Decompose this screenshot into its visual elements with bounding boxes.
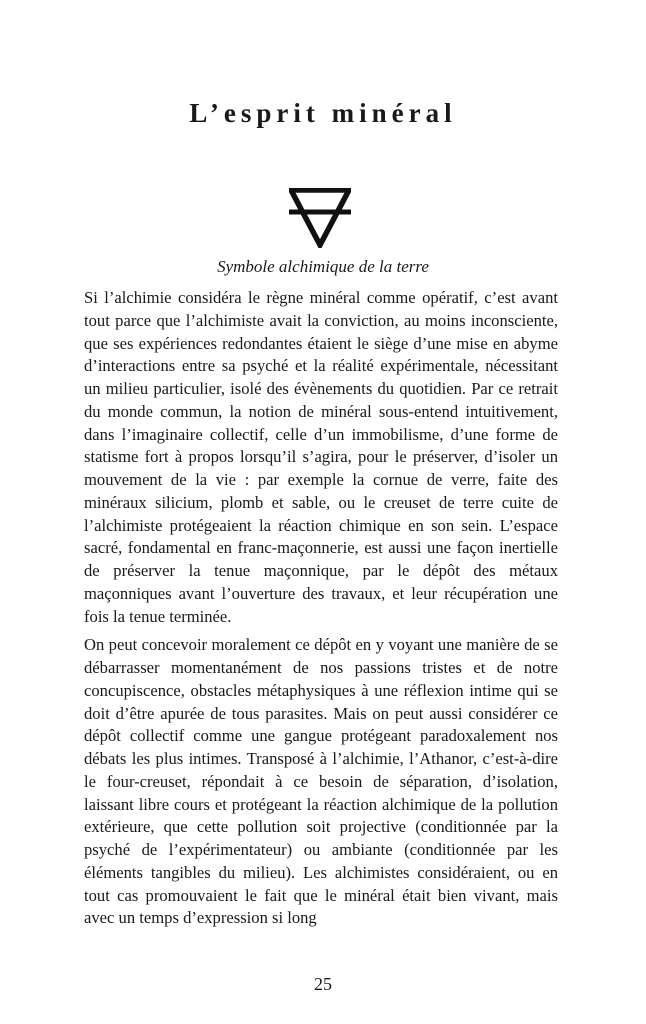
paragraph: On peut concevoir moralement ce dépôt en y voyant une manière de se débarrasser momentanément de nos passions tristes et de notre concupiscence, obstacles métaphysiques à une réflexion intime qui se doit d’être apurée de tous parasites. Mais on peut aussi considérer ce dépôt collectif comme une gangue protégeant paradoxalement nos débats les plus intimes. Transposé à l’alchimie, l’Athanor, c’est-à-dire le four-creuset, répondait à ce besoin de séparation, d’isolation, laissant libre cours et protégeant la réaction alchimique de la pollution extérieure, que cette pollution soit projective (conditionnée par la psyché de l’expérimentateur) ou ambiante (conditionnée par les éléments tangibles du milieu). Les alchimistes considéraient, ou en tout cas promouvaient le fait que le minéral était bien vivant, mais avec un temps d’expression si long bbox=[84, 635, 558, 928]
page-title: L’esprit minéral bbox=[189, 98, 457, 128]
page-number: 25 bbox=[314, 974, 332, 994]
paragraph: Si l’alchimie considéra le règne minéral comme opératif, c’est avant tout parce que l’alchimiste avait la conviction, au moins inconsciente, que ses expériences redondantes étaient le siège d’une mise en abyme d’interactions entre sa psyché et la réalité expérimentale, nécessitant un milieu particulier, isolé des évènements du quotidien. Par ce retrait du monde commun, la notion de minéral sous-entend intuitivement, dans l’imaginaire collectif, celle d’un immobilisme, d’une forme de statisme fort à propos lorsqu’il s’agira, pour le préserver, d’isoler un mouvement de la vie : par exemple la cornue de verre, faite des minéraux silicium, plomb et sable, ou le creuset de terre cuite de l’alchimiste protégeaient la réaction chimique en son sein. L’espace sacré, fondamental en franc-maçonnerie, est aussi une façon inertielle de préserver la tenue maçonnique, par le dépôt des métaux maçonniques avant l’ouverture des travaux, et leur récupération une fois la tenue terminée. bbox=[84, 288, 558, 626]
earth-alchemical-symbol-icon bbox=[289, 188, 351, 248]
symbol-caption: Symbole alchimique de la terre bbox=[217, 257, 429, 276]
body-text bbox=[84, 287, 558, 936]
